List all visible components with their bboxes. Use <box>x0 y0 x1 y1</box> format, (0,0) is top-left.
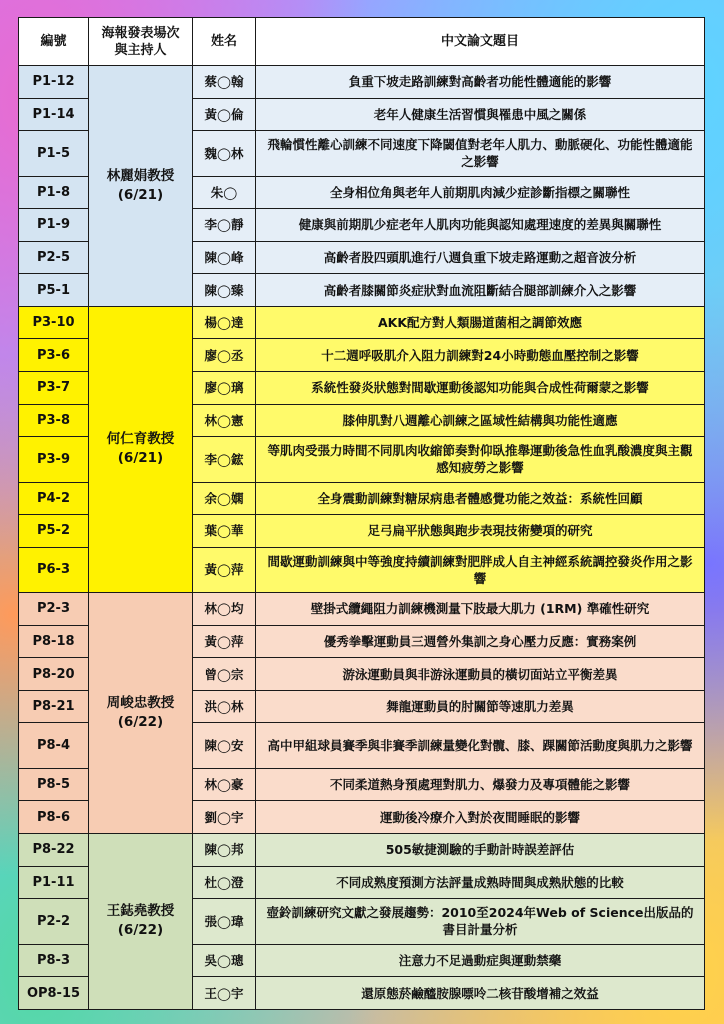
author-name: 魏◯林 <box>193 131 256 176</box>
paper-title: 等肌肉受張力時間不同肌肉收縮節奏對仰臥推舉運動後急性血乳酸濃度與主觀感知疲勞之影響 <box>256 437 705 482</box>
paper-code: P8-3 <box>19 944 89 977</box>
author-name: 陳◯峰 <box>193 241 256 274</box>
table-row <box>19 593 705 626</box>
paper-title: 間歇運動訓練與中等強度持續訓練對肥胖成人自主神經系統調控發炎作用之影響 <box>256 547 705 592</box>
author-name: 王◯宇 <box>193 977 256 1010</box>
paper-title: 運動後冷療介入對於夜間睡眠的影響 <box>256 801 705 834</box>
paper-code: P8-5 <box>19 768 89 801</box>
header-row <box>19 18 705 66</box>
header-code: 編號 <box>19 18 89 66</box>
header-title: 中文論文題目 <box>256 18 705 66</box>
paper-title: 十二週呼吸肌介入阻力訓練對24小時動態血壓控制之影響 <box>256 339 705 372</box>
paper-title: 還原態菸鹼醯胺腺嘌呤二核苷酸增補之效益 <box>256 977 705 1010</box>
paper-code: P1-12 <box>19 66 89 99</box>
session-host <box>89 306 193 592</box>
paper-title: 壺鈴訓練研究文獻之發展趨勢：2010至2024年Web of Science出版品的書目計量分析 <box>256 899 705 944</box>
author-name: 陳◯安 <box>193 723 256 768</box>
paper-code: P8-20 <box>19 658 89 691</box>
paper-title: 全身震動訓練對糖尿病患者體感覺功能之效益：系統性回顧 <box>256 482 705 515</box>
paper-code: P8-21 <box>19 690 89 723</box>
session-date: (6/21) <box>117 450 164 467</box>
paper-title: 膝伸肌對八週離心訓練之區域性結構與功能性適應 <box>256 404 705 437</box>
author-name: 林◯均 <box>193 593 256 626</box>
paper-code: P1-5 <box>19 131 89 176</box>
paper-title: AKK配方對人類腸道菌相之調節效應 <box>256 306 705 339</box>
session-host <box>89 66 193 307</box>
host-name: 周峻忠教授 <box>106 695 175 712</box>
paper-title: 505敏捷測驗的手動計時誤差評估 <box>256 833 705 866</box>
schedule-table <box>18 17 705 1010</box>
author-name: 黃◯萍 <box>193 547 256 592</box>
paper-code: P2-5 <box>19 241 89 274</box>
paper-code: P1-11 <box>19 866 89 899</box>
paper-title: 游泳運動員與非游泳運動員的橫切面站立平衡差異 <box>256 658 705 691</box>
paper-code: P5-2 <box>19 515 89 548</box>
paper-title: 足弓扁平狀態與跑步表現技術變項的研究 <box>256 515 705 548</box>
paper-title: 壁掛式纜繩阻力訓練機測量下肢最大肌力 (1RM) 準確性研究 <box>256 593 705 626</box>
paper-title: 不同柔道熱身預處理對肌力、爆發力及專項體能之影響 <box>256 768 705 801</box>
author-name: 李◯鋐 <box>193 437 256 482</box>
paper-title: 優秀拳擊運動員三週營外集訓之身心壓力反應：實務案例 <box>256 625 705 658</box>
poster-schedule <box>18 17 705 1010</box>
author-name: 廖◯璃 <box>193 372 256 405</box>
author-name: 李◯靜 <box>193 209 256 242</box>
paper-title: 高齡者膝關節炎症狀對血流阻斷結合腿部訓練介入之影響 <box>256 274 705 307</box>
table-body <box>19 66 705 1010</box>
paper-code: P1-14 <box>19 98 89 131</box>
paper-code: P8-6 <box>19 801 89 834</box>
author-name: 吳◯璁 <box>193 944 256 977</box>
paper-code: P2-3 <box>19 593 89 626</box>
paper-code: P2-2 <box>19 899 89 944</box>
author-name: 劉◯宇 <box>193 801 256 834</box>
author-name: 杜◯澄 <box>193 866 256 899</box>
paper-code: P8-22 <box>19 833 89 866</box>
author-name: 林◯豪 <box>193 768 256 801</box>
table-row <box>19 833 705 866</box>
author-name: 余◯嫻 <box>193 482 256 515</box>
paper-title: 舞龍運動員的肘關節等速肌力差異 <box>256 690 705 723</box>
paper-title: 健康與前期肌少症老年人肌肉功能與認知處理速度的差異與關聯性 <box>256 209 705 242</box>
paper-code: P8-4 <box>19 723 89 768</box>
paper-title: 高齡者股四頭肌進行八週負重下坡走路運動之超音波分析 <box>256 241 705 274</box>
author-name: 張◯瑋 <box>193 899 256 944</box>
header-host <box>89 18 193 66</box>
paper-code: P3-7 <box>19 372 89 405</box>
paper-title: 負重下坡走路訓練對高齡者功能性體適能的影響 <box>256 66 705 99</box>
paper-code: P1-8 <box>19 176 89 209</box>
session-date: (6/21) <box>117 186 164 203</box>
header-host-text: 海報發表場次與主持人 <box>101 25 180 58</box>
paper-title: 不同成熟度預測方法評量成熟時間與成熟狀態的比較 <box>256 866 705 899</box>
paper-title: 全身相位角與老年人前期肌肉減少症診斷指標之關聯性 <box>256 176 705 209</box>
header-name: 姓名 <box>193 18 256 66</box>
paper-title: 系統性發炎狀態對間歇運動後認知功能與合成性荷爾蒙之影響 <box>256 372 705 405</box>
paper-code: OP8-15 <box>19 977 89 1010</box>
host-name: 何仁育教授 <box>106 431 175 448</box>
paper-title: 高中甲組球員賽季與非賽季訓練量變化對髖、膝、踝關節活動度與肌力之影響 <box>256 723 705 768</box>
author-name: 林◯憲 <box>193 404 256 437</box>
author-name: 陳◯臻 <box>193 274 256 307</box>
author-name: 黃◯萍 <box>193 625 256 658</box>
paper-code: P6-3 <box>19 547 89 592</box>
author-name: 葉◯華 <box>193 515 256 548</box>
author-name: 楊◯達 <box>193 306 256 339</box>
session-host <box>89 833 193 1009</box>
paper-code: P5-1 <box>19 274 89 307</box>
author-name: 黃◯倫 <box>193 98 256 131</box>
paper-code: P3-6 <box>19 339 89 372</box>
paper-code: P3-9 <box>19 437 89 482</box>
author-name: 朱◯ <box>193 176 256 209</box>
session-host <box>89 593 193 834</box>
session-date: (6/22) <box>117 922 164 939</box>
paper-title: 飛輪慣性離心訓練不同速度下降閾值對老年人肌力、動脈硬化、功能性體適能之影響 <box>256 131 705 176</box>
session-date: (6/22) <box>117 714 164 731</box>
table-row <box>19 66 705 99</box>
author-name: 陳◯邦 <box>193 833 256 866</box>
author-name: 曾◯宗 <box>193 658 256 691</box>
paper-code: P3-10 <box>19 306 89 339</box>
paper-code: P1-9 <box>19 209 89 242</box>
author-name: 洪◯林 <box>193 690 256 723</box>
host-name: 王鋕堯教授 <box>106 903 175 920</box>
paper-title: 注意力不足過動症與運動禁藥 <box>256 944 705 977</box>
paper-code: P3-8 <box>19 404 89 437</box>
host-name: 林麗娟教授 <box>106 167 175 184</box>
author-name: 蔡◯翰 <box>193 66 256 99</box>
table-row <box>19 306 705 339</box>
paper-title: 老年人健康生活習慣與罹患中風之關係 <box>256 98 705 131</box>
paper-code: P4-2 <box>19 482 89 515</box>
author-name: 廖◯丞 <box>193 339 256 372</box>
paper-code: P8-18 <box>19 625 89 658</box>
